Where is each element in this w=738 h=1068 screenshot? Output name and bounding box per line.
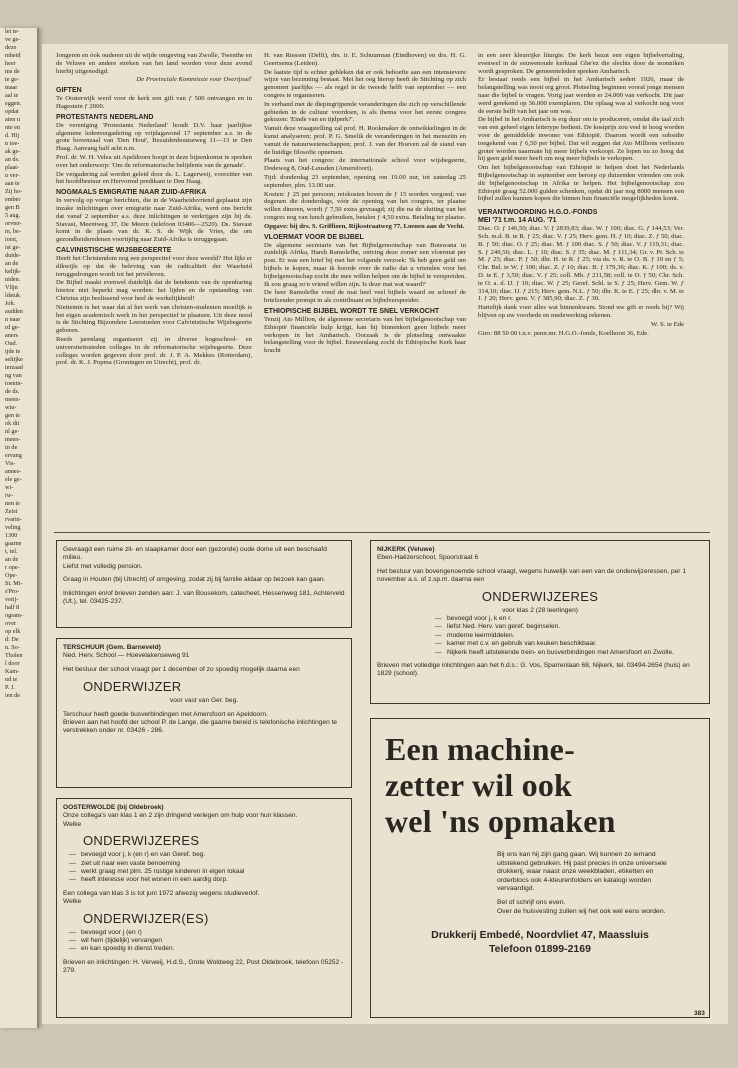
left-page-fragment: 5 aug. xyxy=(5,212,21,219)
left-page-fragment: wi- xyxy=(5,484,14,491)
article-text: De bijbel in het Amharisch is erg duur om te produceren, omdat die taal zich van een geheel eigen letterype bedient. De kostprijs zou veel te hoog worden voor de gemiddelde inwoner van Ethiopië. Daarom wordt een subsidie toegekend van ƒ 6,50 per bijbel. Dat wil zeggen dat Ato Millions verliezen groter worden naarmate hij meer bijbels verkoopt. Ze lopen nu zo hoog dat hij geen geld meer heeft om nog meer bijbels te verkopen. xyxy=(478,116,684,163)
left-page-fragment: nte en xyxy=(5,124,20,131)
ad-place: NIJKERK (Veluwe) xyxy=(377,546,435,553)
list-item: — bevoegd voor j, k (en r) en van Geref. beg. xyxy=(81,851,345,859)
ad-job-title: ONDERWIJZERES xyxy=(481,588,599,604)
magazine-page xyxy=(42,44,728,1024)
column-3 xyxy=(478,52,684,338)
ad-school: Ned. Herv. School — Hoevelakenseweg 91 xyxy=(63,652,190,660)
ad-oosterwolde xyxy=(56,798,352,1018)
column-1 xyxy=(56,52,252,368)
article-text: De vereniging 'Protestants Nederland' houdt D.V. haar jaarlijkse algemene ledenvergadering op vrijdagavond 17 september a.s. in de grote bovenzaal van 'Den Hout', Bezuidenhoutseweg 11—13 te Den Haag. Aanvang half acht n.m. xyxy=(56,121,252,153)
article-text: De heer Ramolefhe vond de mat heel veel bijbels waard en schreef de briefzender prompt in als contribuant en bijbelverspreider. xyxy=(264,289,466,305)
ad-job-title: ONDERWIJZER xyxy=(83,679,182,695)
left-page-fragment: eggen. xyxy=(5,100,22,107)
left-page-fragment: ms de xyxy=(5,68,20,75)
ad-headline: wel 'ns opmaken xyxy=(385,803,616,839)
article-text: Er bestaat reeds een bijbel in het Amharisch sedert 1926, maar de belangstelling was nooit erg groot. Plotseling beginnen vooral jonge mensen naar die bijbel te vragen. Vorig jaar werden er 24.000 van verkocht. Dit jaar werd gerekend op 36.000 exemplaren. Die oplaag was al verkocht nog voor de eerste helft van het jaar om was. xyxy=(478,76,684,115)
left-page-fragment: ve ge- xyxy=(5,36,21,43)
left-page-fragment: in de xyxy=(5,444,18,451)
left-page-fragment: Zij ho- xyxy=(5,188,23,195)
article-text: In vervolg op vorige berichten, die in de Waarheidsvriend geplaatst zijn inzake inlichtingen over emigratie naar Zuid-Afrika, werd ons bericht dat vanaf 2 september a.s. deze inlichtingen te verkrijgen zijn bij ds. Stavast, Meentweg 37, De Meern (telefoon 03406—2520). Ds. Stavast komt in de plaats van dr. K. S. de Wijk de Vries, die om gezondheidsredenen voortijdig naar Zuid-Afrika is teruggegaan. xyxy=(56,197,252,244)
left-page-fragment: ijde te xyxy=(5,348,21,355)
article-text: Tijd: donderdag 23 september, opening om 19.00 uur, tot zaterdag 25 september, plm. 13.00 uur. xyxy=(264,173,466,189)
left-page-fragment: an ds. xyxy=(5,156,20,163)
left-page-fragment: te ge- xyxy=(5,76,19,83)
left-page-fragment: heer xyxy=(5,60,16,67)
left-page-fragment: aan te xyxy=(5,180,20,187)
article-text: in een zeer kleurrijke liturgie. De kerk bezat een eigen bijbelvertaling, evenwel in de eeuwenoude kerktaal Gbe'ez die slechts door de monniken wordt gesproken. De gemeenteleden spreken Amharisch. xyxy=(478,52,684,75)
section-divider xyxy=(54,532,710,533)
ad-job-title: ONDERWIJZER(ES) xyxy=(83,910,209,926)
list-item: — wil hem (tijdelijk) vervangen xyxy=(81,937,345,945)
left-page-fragment: veling xyxy=(5,524,21,531)
list-item: — en kan spoedig in dienst treden. xyxy=(81,945,345,953)
ad-subtitle: voor klas 2 (28 leerlingen) xyxy=(502,606,578,614)
requirements-list xyxy=(63,851,345,885)
left-page-fragment: opdat xyxy=(5,108,19,115)
left-page-fragment: Vis- xyxy=(5,460,16,467)
left-page-fragment: meen- xyxy=(5,436,21,443)
ad-text: Bel of schrijf ons even. xyxy=(497,898,566,906)
article-text: Opgave: bij drs. S. Griffioen, Rijksstraatweg 77, Loenen aan de Vecht. xyxy=(264,222,465,230)
ad-nijkerk xyxy=(370,540,710,704)
left-page-fragment: maar xyxy=(5,84,18,91)
left-page-fragment: gaarne xyxy=(5,540,22,547)
donation-list: Diac. O. ƒ 146,50; diac. V. ƒ 2839,83; diac. W. ƒ 100; diac. G. ƒ 144,53; Ver. Sch. m.d. B. te R. ƒ 25; diac. V. ƒ 25; Herv. gem. H. ƒ 10; diac. Z. ƒ 50; diac. B. ƒ 50; diac. O. ƒ 25; diac. M. ƒ 100 diac. S. ƒ 50; diac. V. ƒ 119,31; diac. S. ƒ 249,56; diac. L. ƒ 10; diac. S. ƒ 35; diac. M. ƒ 111,34; Gr. v. Pr. Sch. te M. ƒ 25; diac. P. ƒ 50; dhr. H. te R. ƒ 25; via ds. v. R. te O. B. ƒ 10 en ƒ 5; Chr. Bel. te W. ƒ 100; diac. Z. ƒ 10; diac. B. ƒ 179,36; diac. K. ƒ 100; ds. v. D. te E. ƒ 3,50; diac. V. ƒ 25; coll. Mh. ƒ 211,58; coll. te O. ƒ 50; Chr. Sch. te O. a. d. IJ. ƒ 10; diac. W. ƒ 25; Geref. Schl. te S. ƒ 25; Herv. Gem. W. ƒ 314,10; diac. IJ. ƒ 215; Herv. gem. N.L. ƒ 50; dhr. K. te E. ƒ 25; dhr. v. M. te J. ƒ 20; Herv. gem. V. ƒ 385,90; diac. Z. ƒ 30. xyxy=(478,225,684,303)
ad-text: Een collega van klas 3 is tot juni 1972 afwezig wegens studieverlof. xyxy=(63,889,260,897)
giro-info: Giro: 88 50 00 t.n.v. penn.mr. H.G.O.-fonds, Koelhorst 36, Ede. xyxy=(478,329,649,337)
left-page-fragment: kelijk- xyxy=(5,268,22,275)
left-page-fragment: nen te xyxy=(5,500,20,507)
ad-room-wanted xyxy=(56,540,352,628)
left-page-fragment: mheid xyxy=(5,52,21,59)
list-item: — moderne leermiddelen. xyxy=(447,632,703,640)
left-page-fragment: terzaad xyxy=(5,364,23,371)
left-page-fragment: aal te xyxy=(5,92,19,99)
left-page-fragment: op elk xyxy=(5,628,21,635)
left-page-fragment: niden. xyxy=(5,276,21,283)
ad-drukkerij-embede xyxy=(370,718,710,1018)
heading-giften: GIFTEN xyxy=(56,87,82,95)
left-page-fragment: an de xyxy=(5,260,19,267)
list-item: — Nijkerk heeft uitstekende trein- en busverbindingen met Amersfoort en Zwolle. xyxy=(447,649,703,657)
ad-headline: Een machine- xyxy=(385,731,575,767)
left-page-fragment: n ver- xyxy=(5,172,20,179)
left-page-fragment: Joh. xyxy=(5,300,16,307)
heading-ethiopische-bijbel: ETHIOPISCHE BIJBEL WORDT TE SNEL VERKOCHT xyxy=(264,307,440,315)
ad-text: Brieven met volledige inlichtingen aan het h.d.s.: G. Vos, Sparrenlaan 68, Nijkerk, tel. 03494-2654 (huis) en 1829 (school). xyxy=(377,662,690,678)
requirements-list xyxy=(377,615,703,657)
left-page-fragment: P. J. xyxy=(5,684,15,691)
ad-text: Bij ons kan hij zijn gang gaan. Wij kunnen zo iemand uitstekend gebruiken. Hij past precies in onze universele drukkerij, waar naast onze weekbladen, etiketten en orderblocs ook 4-kleurenfolders en katalogi worden vervaardigd. xyxy=(497,851,667,893)
left-page-fragment: n toe- xyxy=(5,140,20,147)
left-page-fragment: seltijke xyxy=(5,356,23,363)
left-page-fragment: ist ge- xyxy=(5,244,21,251)
ad-phone: Telefoon 01899-2169 xyxy=(489,943,591,956)
article-text: Hartelijk dank voor alles wat binnenkwam. Stond uw gift er reeds bij? Wij blijven op uw voorbede en medewerking rekenen. xyxy=(478,304,684,319)
left-page-fragment: St. Mi- xyxy=(5,580,23,587)
left-page-fragment: d: De xyxy=(5,636,19,643)
left-page-fragment: ogram- xyxy=(5,612,23,619)
left-page-fragment: r ope- xyxy=(5,564,20,571)
article-text: Jongeren en óok ouderen uit de wijde omgeving van Zwolle, Twenthe en de Veluwe en andere streken van het land worden voor deze avond hierbij uitgenodigd. xyxy=(56,52,252,75)
left-page-fragment: aners xyxy=(5,332,19,339)
ad-place: TERSCHUUR (Gem. Barneveld) xyxy=(63,644,161,651)
left-page-fragment: an de xyxy=(5,556,19,563)
left-page-fragment: duide- xyxy=(5,252,21,259)
left-page-fragment: verij- xyxy=(5,596,19,603)
left-page-fragment: ien de xyxy=(5,692,20,699)
left-page-fragment: let te- xyxy=(5,28,20,35)
heading-verantwoording: VERANTWOORDING H.G.O.-FONDS xyxy=(478,209,598,217)
left-page-fragment: l door xyxy=(5,660,20,667)
column-2 xyxy=(264,52,466,356)
left-page-fragment: Oud. xyxy=(5,340,18,347)
article-text: De laatste tijd is echter gebleken dat er ook behoefte aan een intensievere wijze van bezinning bestaat. Met het oog hierop heeft de Stichting op zich genomen jaarlijks — als regel in de tweede helft van september — een congres te organiseren. xyxy=(264,68,466,99)
article-text: Niettemin is het waar dat al het werk van christen-studenten moeilijk is het eigen academisch werk in het perspectief te plaatsen. Uit deze nood is de Stichting Bijzondere Leerstoelen voor Calvinistische Wijsbegeerte geboren. xyxy=(56,303,252,335)
list-item: — liefst Ned. Herv. van geref. beginselen. xyxy=(447,623,703,631)
ad-text: Welke xyxy=(63,820,82,828)
left-page-fragment: m, be- xyxy=(5,228,21,235)
list-item: — kamer met c.v. en gebruik van keuken beschikbaar. xyxy=(447,640,703,648)
signature: De Provinciale Kommissie voor Overijssel' xyxy=(136,76,252,84)
ad-text: Het bestuur der school vraagt per 1 december of zo spoedig mogelijk daarna een xyxy=(63,665,300,673)
ad-terschuur xyxy=(56,638,352,788)
left-page-fragment: plaat- xyxy=(5,164,20,171)
article-text: In verband met de diepingrijpende veranderingen die zich op verschillende gebieden in de cultuur voordoen, is als thema voor het eerste congres gekozen: 'Einde van en tijdperk?'. xyxy=(264,100,466,124)
left-page-fragment: wiu- xyxy=(5,404,17,411)
previous-page-edge xyxy=(0,28,39,1028)
list-item: — heeft interesse voor het wonen in een aardig dorp. xyxy=(81,876,345,884)
left-page-fragment: over xyxy=(5,620,16,627)
ad-text: Onze collega's van klas 1 en 2 zijn dringend verlegen om hulp voor hun klassen. xyxy=(63,812,298,820)
left-page-fragment: iorst, xyxy=(5,236,18,243)
left-page-fragment: iw- xyxy=(5,492,14,499)
ad-headline: zetter wil ook xyxy=(385,767,573,803)
ad-text: Over de huisvesting zullen wij het ook wel eens worden. xyxy=(497,907,666,915)
left-page-fragment: half 8 xyxy=(5,604,20,611)
ad-place: OOSTERWOLDE (bij Oldebroek) xyxy=(63,804,164,811)
heading-wijsbegeerte: CALVINISTISCHE WIJSBEGEERTE xyxy=(56,246,172,254)
left-page-fragment: ldstuk xyxy=(5,292,21,299)
left-page-fragment: ervang xyxy=(5,452,22,459)
ad-text: Graag in Houten (bij Utrecht) of omgeving, zodat zij bij familie aldaar op bezoek kan gaan. xyxy=(63,576,326,584)
left-page-fragment: ember xyxy=(5,196,21,203)
left-page-fragment: d. Hij xyxy=(5,132,20,139)
left-page-fragment: meen- xyxy=(5,396,21,403)
article-text: Om het bijbelgenootschap van Ethiopië te helpen doet het Nederlands Bijbelgenootschap in september een beroep op duizenden vrienden om ook dit bijbelgenootschap in Afrika te helpen. Het bijbelgenootschap zou Ethiopië graag 52.000 gulden schenken, opdat dit jaar nog 8000 mensen een bijbel zullen kunnen kopen die binnen hun financiële mogelijkheden komt. xyxy=(478,164,684,203)
left-page-fragment: 1300 xyxy=(5,532,18,539)
ad-text: Terschuur heeft goede busverbindingen met Amersfoort en Apeldoorn. xyxy=(63,710,268,718)
left-page-fragment: s'Pro- xyxy=(5,588,20,595)
article-text: Prof. dr. W. H. Velea uit Apeldoorn hoopt in deze bijeenkomst te spreken over het onderwerp: 'Om de reformatorische belijdenis van de genade'. xyxy=(56,153,252,169)
signature: W. S. te Ede xyxy=(651,320,684,328)
article-text: Tenzij Ato Million, de algemene secretaris van het bijbelgenootschap van Ethiopië financiële hulp krijgt, kan hij binnenkort geen bijbels meer verkopen in het Amharisch. Oorzaak is de plotseling ontwaakte belangstelling voor de bijbel. Eeuwenlang zocht de Ethiopische Kerk haar kracht xyxy=(264,315,466,355)
heading-verantwoording-period: MEI '71 t.m. 14 AUG. '71 xyxy=(478,217,557,225)
left-page-fragment: Ope- xyxy=(5,572,18,579)
left-page-fragment: n. So- xyxy=(5,644,20,651)
article-text: De vergadering zal worden geleid door ds. L. Lagerweij, voorzitter van het hoofdbestuur en Hervormd predikant te Den Haag. xyxy=(56,170,252,186)
list-item: — bevoegd voor j (en r) xyxy=(81,929,345,937)
ad-text: Brieven en inlichtingen: H. Verweij, H.d.S., Grote Woldweg 22, Post Oldebroek, telefoon 05252 - 279. xyxy=(63,958,344,975)
article-text: Te Oosterwijk werd voor de kerk een gift van ƒ 500 ontvangen en in Hagestein ƒ 2000. xyxy=(56,95,252,110)
ad-text: Inlichtingen en/of brieven zenden aan: J. van Bousekom, catecheet, Hessenweg 181, Achterveld (Ut.), tel. 03425-237. xyxy=(63,589,345,606)
left-page-fragment: toenin- xyxy=(5,380,23,387)
left-page-fragment: gen te xyxy=(5,412,20,419)
left-page-fragment: t, tel. xyxy=(5,548,18,555)
left-page-fragment: annes- xyxy=(5,468,22,475)
article-text: Reeds jarenlang organiseert zij in diverse hogeschool- en universiteitssteden colleges in de reformatorische wijsbegeerte. Deze colleges worden gegeven door prof. dr. J. P. A. Mekkes (Rotterdam), prof. dr. K. J. Popma (Groningen en Utrecht), prof. dr. xyxy=(56,335,252,367)
article-text: Vanuit deze vraagstelling zal prof. H. Rookmaker de ontwikkelingen in de kunst analyseren; prof. P. G. Smelik de veranderingen in het mensziin en vanuit de natuurwetenschappen; prof. J. van der Hoeven zal de stand van de huidige filosofie opnemen. xyxy=(264,125,466,156)
heading-emigratie: NOGMAALS EMIGRATIE NAAR ZUID-AFRIKA xyxy=(56,189,207,197)
requirements-list xyxy=(63,929,345,954)
ad-text: Het bestuur van bovengenoemde school vraagt, wegens huwelijk van een van de onderwijzeressen, per 1 november a.s. of z.sp.m. daarna een xyxy=(377,567,686,584)
list-item: — ziet uit naar een vaste benoeming xyxy=(81,860,345,868)
page-number: 383 xyxy=(694,1010,705,1017)
left-page-fragment: audden xyxy=(5,308,23,315)
left-page-fragment: Zeist xyxy=(5,508,18,515)
ad-subtitle: voor vast van Ger. beg. xyxy=(169,697,239,705)
left-page-fragment: rd ge- xyxy=(5,324,20,331)
left-page-fragment: gen B xyxy=(5,204,20,211)
ad-company: Drukkerij Embedé, Noordvliet 47, Maassluis xyxy=(431,929,649,942)
left-page-fragment: ak ge- xyxy=(5,148,21,155)
ad-text: Welke xyxy=(63,898,82,906)
article-text: Kosten: ƒ 25 per persoon; reiskosten boven de ƒ 15 worden vergoed; van degenen die donderdags, vóór de opening van het congres, ter plaatse willen dineren, wordt ƒ 7,50 extra gevraagd; zij die na de sluiting van het congres nog van lunch gebruiken, betalen ƒ 4,50 extra. Betaling ter plaatse. xyxy=(264,190,466,221)
ad-body xyxy=(497,851,687,916)
ad-school: Eben-Haëzerschool, Spoorstraat 6 xyxy=(377,554,479,562)
left-page-fragment: Tholen xyxy=(5,652,23,659)
ad-text: Liefst met volledig pension. xyxy=(63,562,143,570)
article-text: De Bijbel maakt evenwel duidelijk dat de betekenis van de openbaring hiertoe niet beperkt mag worden: het lijden en de opstanding van Christus zijn beslissend voor heel de werkelijkheid! xyxy=(56,279,252,302)
left-page-fragment: ok dit xyxy=(5,420,20,427)
left-page-fragment: Vlijn xyxy=(5,284,18,291)
list-item: — bevoegd voor j, k en r. xyxy=(447,615,703,623)
left-page-fragment: nl ge- xyxy=(5,428,20,435)
left-page-fragment: ng van xyxy=(5,372,22,379)
left-page-fragment: aten u xyxy=(5,116,20,123)
article-text: Heeft het Christendom nog een perspectief voor deze wereld? Het lijkt er dikwijls op dat de beleving van de radicaliteit der Waarheid teruggedrongen wordt tot het privéleven. xyxy=(56,254,252,278)
left-page-fragment: n naar xyxy=(5,316,21,323)
left-page-fragment: de ds. xyxy=(5,388,20,395)
left-page-fragment: ele ge- xyxy=(5,476,22,483)
article-text: De algemene secretaris van het Bijbelgenootschap van Botswana in zuidelijk Afrika, Harsh Ramolefhe, ontving deze zomer een vloermat per post. Er was een brief bij met het volgende verzoek: 'Ik heb geen geld om bijbels te kopen, maar ik hoorde over de radio dat u vrienden voor het bijbelgenootschap zocht die mee willen helpen om de bijbel te verspreiden. Ik zou graag zo'n vriend willen zijn. Is deze mat wat waard?' xyxy=(264,241,466,288)
left-page-fragment: orvter- xyxy=(5,220,22,227)
heading-protestants-nederland: PROTESTANTS NEDERLAND xyxy=(56,113,154,121)
ad-text: Gevraagd een ruime zit- en slaapkamer door een (gezonde) oude dome uit een beschaafd milieu. xyxy=(63,546,327,562)
left-page-fragment: Kam- xyxy=(5,668,20,675)
left-page-fragment: deze xyxy=(5,44,17,51)
article-text: H. van Riessen (Delft), drs. ir. E. Schuurman (Eindhoven) en drs. H. G. Geertsema (Leiden). xyxy=(264,52,466,67)
left-page-fragment: rvarin- xyxy=(5,516,22,523)
heading-vloermat: VLOERMAT VOOR DE BIJBEL xyxy=(264,233,364,241)
left-page-fragment: nd te xyxy=(5,676,18,683)
ad-text: Brieven aan het hoofd der school P. de Lange, die gaarne bereid is telefonische inlichtingen te verstrekken onder nr. 03426 - 286. xyxy=(63,719,338,735)
ad-job-title: ONDERWIJZERES xyxy=(83,833,200,849)
list-item: — werkt graag met plm. 25 rustige kinderen in eigen lokaal xyxy=(81,868,345,876)
article-text: Plaats van het congres: de internationale school voor wijsbegeerte, Dodeweg 8, Oud-Leusden (Amersfoort). xyxy=(264,157,466,173)
